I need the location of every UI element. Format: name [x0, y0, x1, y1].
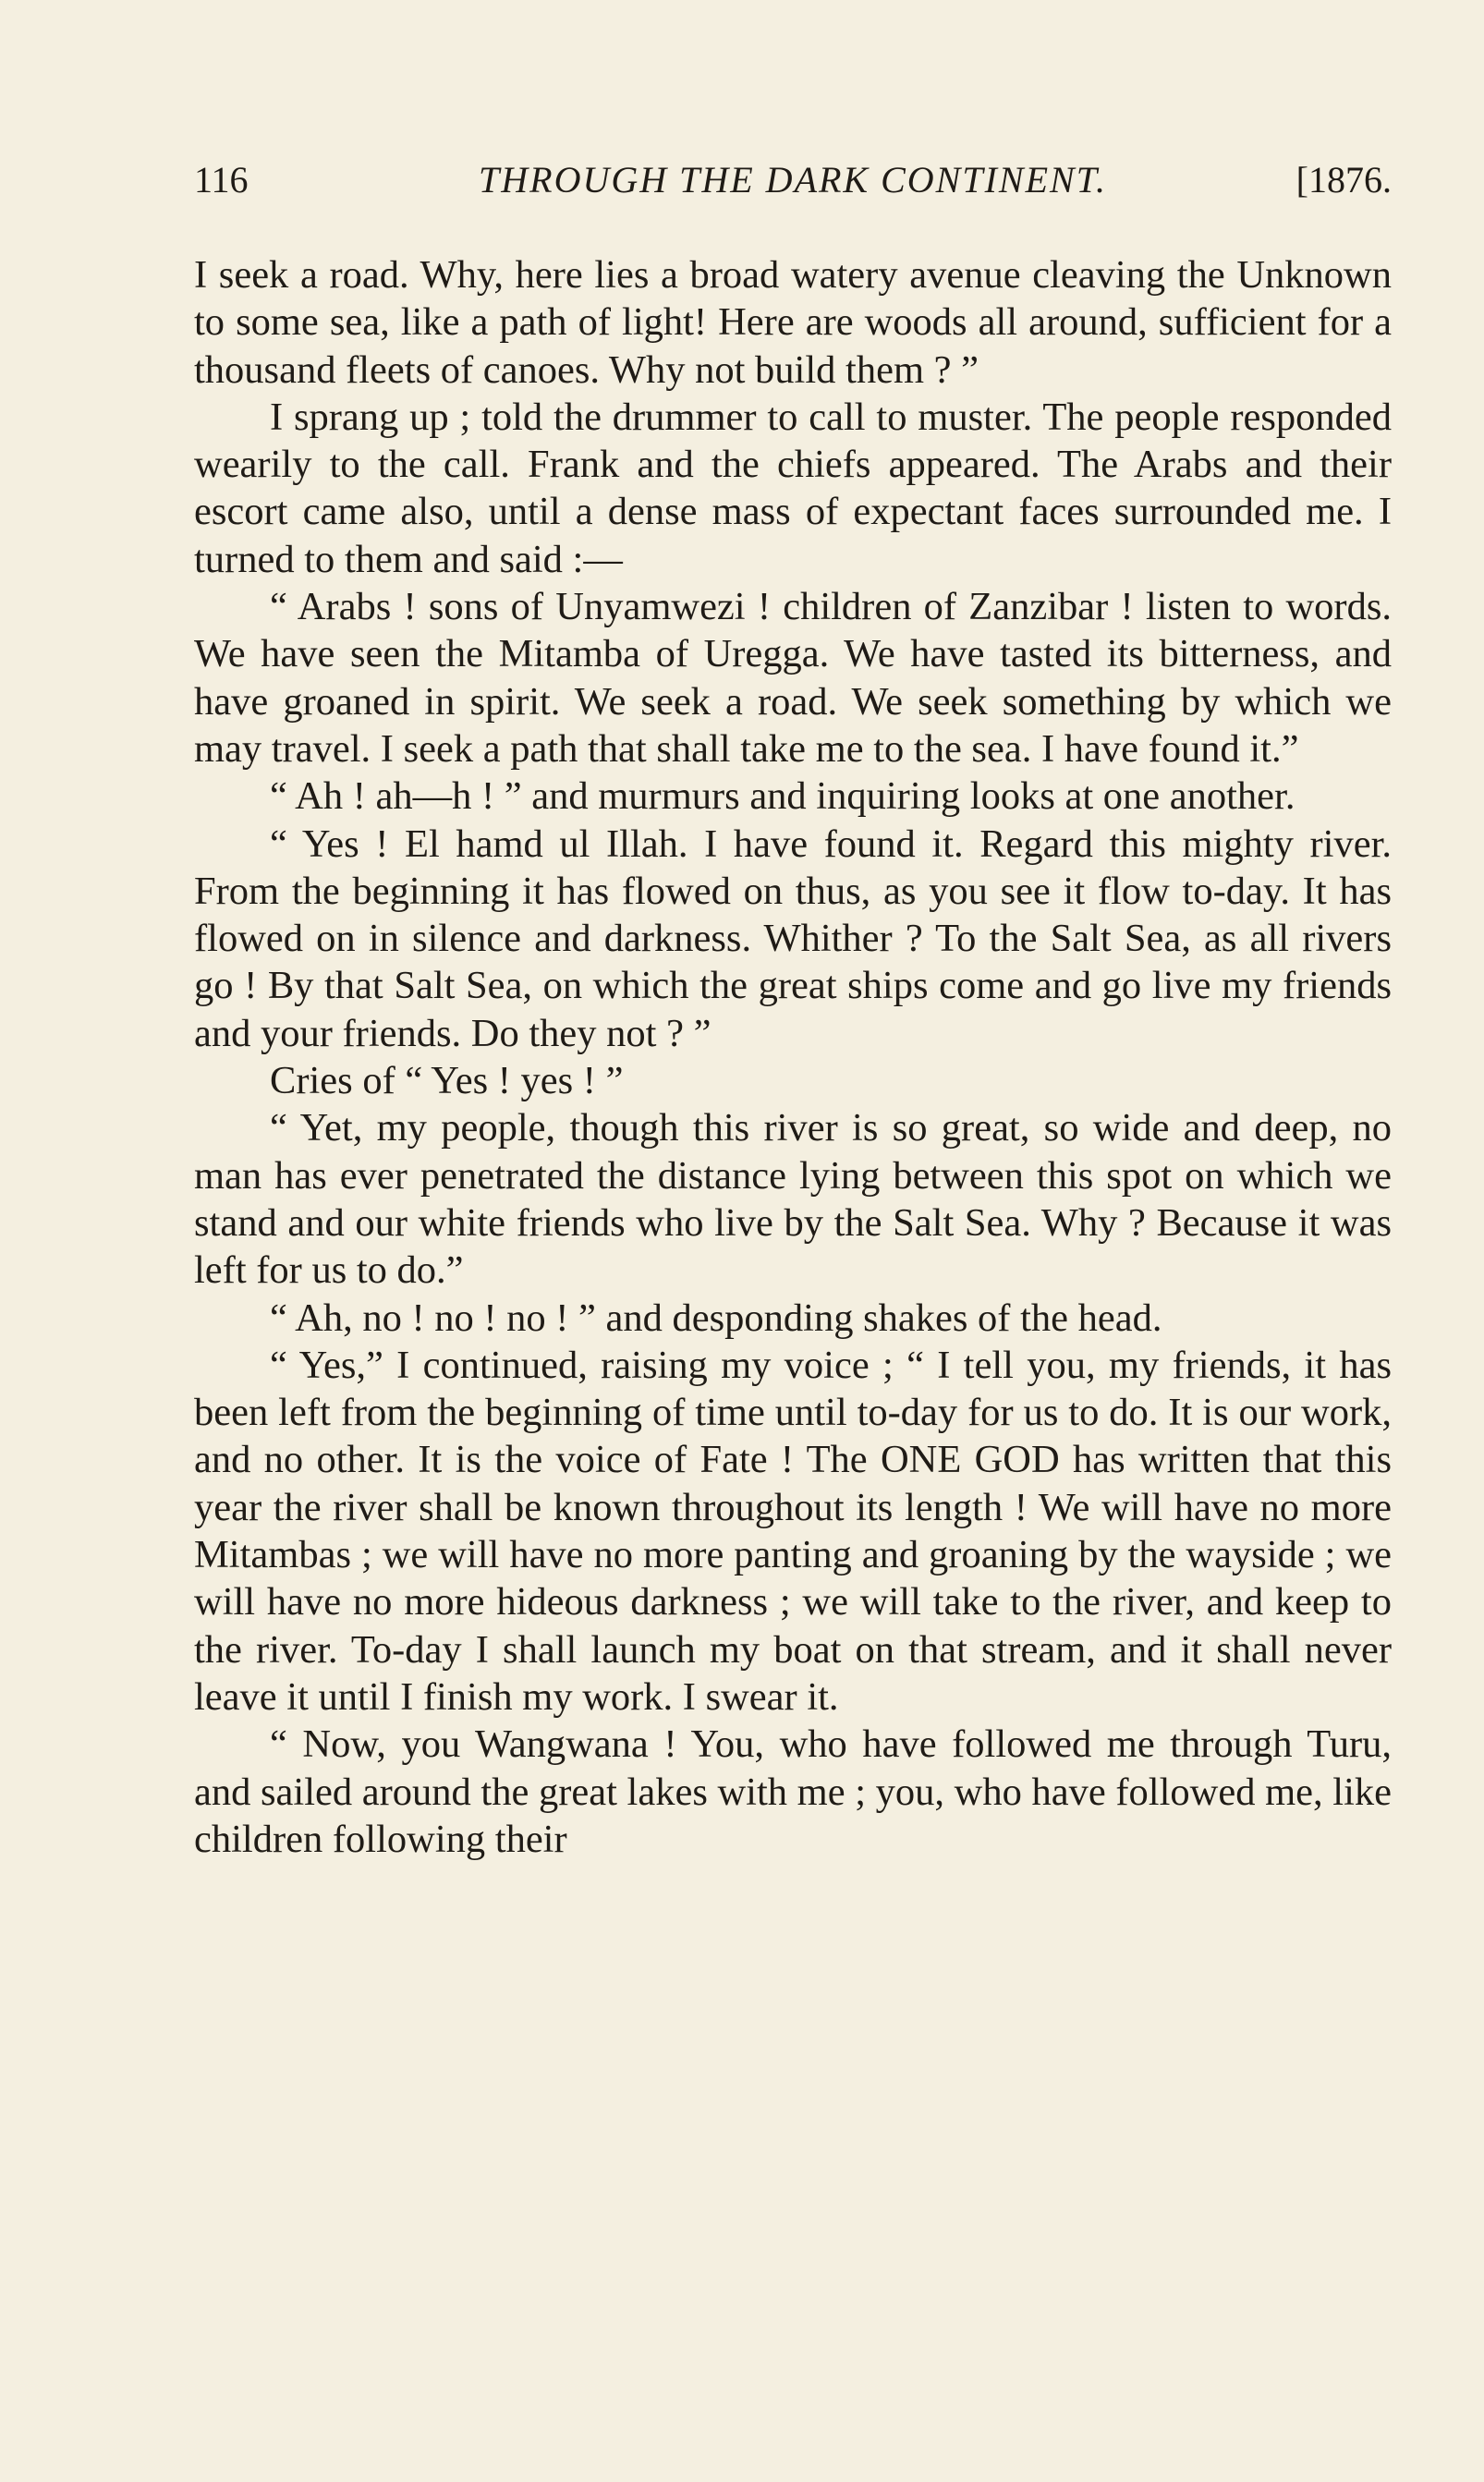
- paragraph: “ Yes,” I continued, raising my voice ; “ I tell you, my friends, it has been left from the beginning of time until to-day for us to do. It is our work, and no other. It is the voice of Fate ! The ONE GOD has written that this year the river shall be known throughout its length ! We will have no more Mitambas ; we will have no more panting and groaning by the wayside ; we will have no more hideous darkness ; we will take to the river, and keep to the river. To-day I shall launch my boat on that stream, and it shall never leave it until I finish my work. I swear it.: [194, 1343, 1392, 1719]
- paragraph: “ Yet, my people, though this river is so great, so wide and deep, no man has ever penetrated the distance lying between this spot on which we stand and our white friends who live by the Salt Sea. Why ? Because it was left for us to do.”: [194, 1106, 1392, 1293]
- paragraph: Cries of “ Yes ! yes ! ”: [270, 1059, 624, 1103]
- paragraph: “ Arabs ! sons of Unyamwezi ! children of Zanzibar ! listen to words. We have seen the Mitamba of Uregga. We have tasted its bitterness, and have groaned in spirit. We seek a road. We seek something by which we may travel. I seek a path that shall take me to the sea. I have found it.”: [194, 585, 1392, 771]
- paragraph: I sprang up ; told the drummer to call to muster. The people responded wearily to the call. Frank and the chiefs appeared. The Arabs and their escort came also, until a dense mass of expectant faces surrounded me. I turned to them and said :—: [194, 395, 1392, 581]
- book-page: [194, 148, 1392, 1863]
- chapter-year: [1876.: [1295, 159, 1392, 201]
- paragraph: “ Now, you Wangwana ! You, who have followed me through Turu, and sailed around the great lakes with me ; you, who have followed me, like children following their: [194, 1722, 1392, 1861]
- page-number: 116: [194, 159, 249, 201]
- running-title: THROUGH THE DARK CONTINENT.: [479, 159, 1107, 201]
- paragraph: “ Ah ! ah—h ! ” and murmurs and inquiring looks at one another.: [270, 774, 1295, 819]
- paragraph: “ Yes ! El hamd ul Illah. I have found it. Regard this mighty river. From the beginning it has flowed on thus, as you see it flow to-day. It has flowed on in silence and darkness. Whither ? To the Salt Sea, as all rivers go ! By that Salt Sea, on which the great ships come and go live my friends and your friends. Do they not ? ”: [194, 821, 1392, 1055]
- paragraph: “ Ah, no ! no ! no ! ” and desponding shakes of the head.: [270, 1296, 1162, 1340]
- running-head: [194, 148, 1392, 213]
- paragraph: I seek a road. Why, here lies a broad watery avenue cleaving the Unknown to some sea, like a path of light! Here are woods all around, sufficient for a thousand fleets of canoes. Why not build them ? ”: [194, 253, 1392, 392]
- body-text: [194, 251, 1392, 1863]
